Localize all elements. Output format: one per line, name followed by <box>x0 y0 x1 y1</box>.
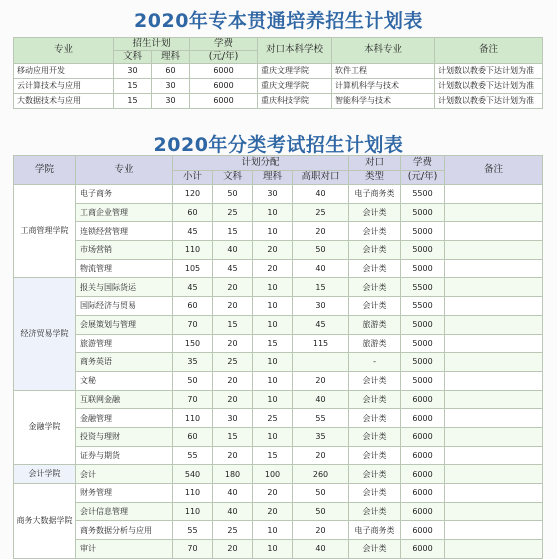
header-target-type: 类型 <box>349 171 401 185</box>
college-cell: 工商管理学院 <box>14 185 76 278</box>
tuition-cell: 6000 <box>401 465 445 484</box>
major-cell: 连锁经营管理 <box>76 222 173 241</box>
vocational-cell: 50 <box>293 484 349 503</box>
subtotal-cell: 60 <box>173 203 213 222</box>
table-row <box>14 315 543 334</box>
subtotal-cell: 110 <box>173 241 213 260</box>
vocational-cell <box>293 353 349 372</box>
science-cell: 30 <box>253 185 293 204</box>
subtotal-cell: 35 <box>173 353 213 372</box>
school-cell: 重庆科技学院 <box>258 94 332 109</box>
vocational-cell: 45 <box>293 315 349 334</box>
major-cell: 会展策划与管理 <box>76 315 173 334</box>
vocational-cell: 40 <box>293 390 349 409</box>
remark-cell <box>445 334 543 353</box>
target-type-cell: 会计类 <box>349 427 401 446</box>
liberal-cell: 30 <box>213 409 253 428</box>
table-row <box>14 94 543 109</box>
target-type-cell: 会计类 <box>349 409 401 428</box>
subtotal-cell: 45 <box>173 222 213 241</box>
vocational-cell: 25 <box>293 203 349 222</box>
target-type-cell: 电子商务类 <box>349 185 401 204</box>
header-school: 对口本科学校 <box>258 38 332 64</box>
table-row <box>14 278 543 297</box>
classified-exam-plan-table <box>13 155 543 559</box>
tuition-cell: 5500 <box>401 297 445 316</box>
major-cell: 商务英语 <box>76 353 173 372</box>
subtotal-cell: 110 <box>173 409 213 428</box>
vocational-cell: 20 <box>293 521 349 540</box>
liberal-cell: 20 <box>213 390 253 409</box>
tuition-cell: 6000 <box>401 390 445 409</box>
header-vocational: 高职对口 <box>293 171 349 185</box>
remark-cell <box>445 390 543 409</box>
target-type-cell: 会计类 <box>349 484 401 503</box>
major-cell: 会计 <box>76 465 173 484</box>
header-tuition: 学费 <box>401 156 445 171</box>
liberal-cell: 20 <box>213 446 253 465</box>
header-tuition-unit: (元/年) <box>190 51 258 64</box>
subtotal-cell: 110 <box>173 502 213 521</box>
remark-cell <box>445 521 543 540</box>
science-cell: 10 <box>253 371 293 390</box>
tuition-cell: 6000 <box>401 502 445 521</box>
remark-cell <box>445 540 543 559</box>
liberal-cell: 15 <box>114 79 152 94</box>
major-cell: 财务管理 <box>76 484 173 503</box>
major-cell: 云计算技术与应用 <box>14 79 114 94</box>
liberal-cell: 20 <box>213 297 253 316</box>
remark-cell: 计划数以教委下达计划为准 <box>435 64 543 79</box>
science-cell: 10 <box>253 315 293 334</box>
liberal-cell: 30 <box>114 64 152 79</box>
tuition-cell: 6000 <box>401 409 445 428</box>
page-title-2: 2020年分类考试招生计划表 <box>153 134 404 156</box>
science-cell: 100 <box>253 465 293 484</box>
science-cell: 20 <box>253 502 293 521</box>
liberal-cell: 20 <box>213 334 253 353</box>
liberal-cell: 20 <box>213 540 253 559</box>
vocational-cell: 260 <box>293 465 349 484</box>
tuition-cell: 6000 <box>401 427 445 446</box>
remark-cell <box>445 185 543 204</box>
vocational-cell: 40 <box>293 185 349 204</box>
target-type-cell: 会计类 <box>349 241 401 260</box>
table-row <box>14 465 543 484</box>
subtotal-cell: 105 <box>173 259 213 278</box>
tuition-cell: 6000 <box>401 521 445 540</box>
subtotal-cell: 70 <box>173 315 213 334</box>
remark-cell <box>445 203 543 222</box>
header-target: 对口 <box>349 156 401 171</box>
specialist-bachelor-plan-table <box>13 37 543 109</box>
major-cell: 物流管理 <box>76 259 173 278</box>
header-major: 专业 <box>14 38 114 64</box>
liberal-cell: 25 <box>213 203 253 222</box>
remark-cell <box>445 371 543 390</box>
vocational-cell: 115 <box>293 334 349 353</box>
subtotal-cell: 55 <box>173 521 213 540</box>
tuition-cell: 6000 <box>401 446 445 465</box>
school-cell: 重庆文理学院 <box>258 64 332 79</box>
header-major: 专业 <box>76 156 173 185</box>
tuition-cell: 5000 <box>401 259 445 278</box>
science-cell: 30 <box>152 94 190 109</box>
science-cell: 10 <box>253 353 293 372</box>
subtotal-cell: 150 <box>173 334 213 353</box>
table-row <box>14 371 543 390</box>
science-cell: 20 <box>253 241 293 260</box>
table-row <box>14 185 543 204</box>
college-cell: 会计学院 <box>14 465 76 484</box>
science-cell: 10 <box>253 427 293 446</box>
table-row <box>14 259 543 278</box>
major-cell: 旅游管理 <box>76 334 173 353</box>
target-type-cell: 会计类 <box>349 390 401 409</box>
page-title-1: 2020年专本贯通培养招生计划表 <box>134 10 423 32</box>
target-type-cell: 旅游类 <box>349 315 401 334</box>
major-cell: 报关与国际货运 <box>76 278 173 297</box>
liberal-cell: 15 <box>213 222 253 241</box>
vocational-cell: 20 <box>293 446 349 465</box>
header-plan-allocation: 计划分配 <box>173 156 349 171</box>
vocational-cell: 50 <box>293 502 349 521</box>
vocational-cell: 40 <box>293 259 349 278</box>
vocational-cell: 35 <box>293 427 349 446</box>
header-tuition: 学费 <box>190 38 258 51</box>
science-cell: 20 <box>253 259 293 278</box>
header-liberal: 文科 <box>114 51 152 64</box>
remark-cell <box>445 484 543 503</box>
subtotal-cell: 55 <box>173 446 213 465</box>
table-row <box>14 297 543 316</box>
major-cell: 文秘 <box>76 371 173 390</box>
science-cell: 20 <box>253 484 293 503</box>
science-cell: 60 <box>152 64 190 79</box>
science-cell: 30 <box>152 79 190 94</box>
liberal-cell: 20 <box>213 278 253 297</box>
liberal-cell: 40 <box>213 241 253 260</box>
major-cell: 投资与理财 <box>76 427 173 446</box>
remark-cell <box>445 315 543 334</box>
liberal-cell: 20 <box>213 371 253 390</box>
science-cell: 15 <box>253 334 293 353</box>
college-cell: 经济贸易学院 <box>14 278 76 390</box>
liberal-cell: 15 <box>213 427 253 446</box>
tuition-cell: 5000 <box>401 241 445 260</box>
college-cell: 金融学院 <box>14 390 76 465</box>
remark-cell <box>445 222 543 241</box>
header-plan: 招生计划 <box>114 38 190 51</box>
science-cell: 25 <box>253 409 293 428</box>
remark-cell <box>445 353 543 372</box>
liberal-cell: 45 <box>213 259 253 278</box>
tuition-cell: 5000 <box>401 222 445 241</box>
major-cell: 移动应用开发 <box>14 64 114 79</box>
school-cell: 重庆文理学院 <box>258 79 332 94</box>
table-row <box>14 353 543 372</box>
liberal-cell: 15 <box>114 94 152 109</box>
table-row <box>14 409 543 428</box>
tuition-cell: 6000 <box>401 540 445 559</box>
tuition-cell: 5500 <box>401 278 445 297</box>
major-cell: 电子商务 <box>76 185 173 204</box>
subtotal-cell: 50 <box>173 371 213 390</box>
target-type-cell: 会计类 <box>349 502 401 521</box>
table-row <box>14 446 543 465</box>
remark-cell <box>445 409 543 428</box>
table-row <box>14 540 543 559</box>
target-type-cell: 会计类 <box>349 203 401 222</box>
table-row <box>14 203 543 222</box>
vocational-cell: 30 <box>293 297 349 316</box>
target-type-cell: 会计类 <box>349 297 401 316</box>
remark-cell: 计划数以教委下达计划为准 <box>435 94 543 109</box>
header-subtotal: 小计 <box>173 171 213 185</box>
liberal-cell: 25 <box>213 353 253 372</box>
target-type-cell: 会计类 <box>349 446 401 465</box>
tuition-cell: 5000 <box>401 371 445 390</box>
target-type-cell: 会计类 <box>349 259 401 278</box>
subtotal-cell: 110 <box>173 484 213 503</box>
tuition-cell: 6000 <box>401 484 445 503</box>
vocational-cell: 50 <box>293 241 349 260</box>
science-cell: 10 <box>253 222 293 241</box>
subtotal-cell: 70 <box>173 390 213 409</box>
header-college: 学院 <box>14 156 76 185</box>
target-type-cell: 会计类 <box>349 465 401 484</box>
target-type-cell: 会计类 <box>349 222 401 241</box>
table-row <box>14 521 543 540</box>
major-cell: 会计信息管理 <box>76 502 173 521</box>
subtotal-cell: 120 <box>173 185 213 204</box>
liberal-cell: 15 <box>213 315 253 334</box>
target-type-cell: - <box>349 353 401 372</box>
remark-cell <box>445 278 543 297</box>
remark-cell <box>445 427 543 446</box>
major-cell: 市场营销 <box>76 241 173 260</box>
science-cell: 10 <box>253 540 293 559</box>
header-bachelor-major: 本科专业 <box>332 38 435 64</box>
table-row <box>14 222 543 241</box>
liberal-cell: 180 <box>213 465 253 484</box>
major-cell: 金融管理 <box>76 409 173 428</box>
major-cell: 证券与期货 <box>76 446 173 465</box>
bachelor-major-cell: 软件工程 <box>332 64 435 79</box>
major-cell: 互联网金融 <box>76 390 173 409</box>
science-cell: 10 <box>253 278 293 297</box>
vocational-cell: 20 <box>293 371 349 390</box>
vocational-cell: 55 <box>293 409 349 428</box>
target-type-cell: 会计类 <box>349 371 401 390</box>
remark-cell <box>445 241 543 260</box>
bachelor-major-cell: 智能科学与技术 <box>332 94 435 109</box>
liberal-cell: 40 <box>213 484 253 503</box>
tuition-cell: 5000 <box>401 353 445 372</box>
header-science: 理科 <box>253 171 293 185</box>
tuition-cell: 5500 <box>401 185 445 204</box>
tuition-cell: 5000 <box>401 203 445 222</box>
subtotal-cell: 60 <box>173 297 213 316</box>
tuition-cell: 5000 <box>401 334 445 353</box>
major-cell: 工商企业管理 <box>76 203 173 222</box>
subtotal-cell: 45 <box>173 278 213 297</box>
bachelor-major-cell: 计算机科学与技术 <box>332 79 435 94</box>
table-row <box>14 241 543 260</box>
table-row <box>14 64 543 79</box>
tuition-cell: 6000 <box>190 79 258 94</box>
liberal-cell: 40 <box>213 502 253 521</box>
target-type-cell: 会计类 <box>349 540 401 559</box>
science-cell: 10 <box>253 203 293 222</box>
target-type-cell: 会计类 <box>349 278 401 297</box>
major-cell: 审计 <box>76 540 173 559</box>
subtotal-cell: 540 <box>173 465 213 484</box>
table-row <box>14 427 543 446</box>
remark-cell: 计划数以教委下达计划为准 <box>435 79 543 94</box>
header-remark: 备注 <box>445 156 543 185</box>
header-science: 理科 <box>152 51 190 64</box>
target-type-cell: 电子商务类 <box>349 521 401 540</box>
remark-cell <box>445 446 543 465</box>
liberal-cell: 50 <box>213 185 253 204</box>
remark-cell <box>445 297 543 316</box>
science-cell: 10 <box>253 297 293 316</box>
header-tuition-unit: (元/年) <box>401 171 445 185</box>
remark-cell <box>445 465 543 484</box>
header-remark: 备注 <box>435 38 543 64</box>
tuition-cell: 6000 <box>190 64 258 79</box>
subtotal-cell: 60 <box>173 427 213 446</box>
major-cell: 商务数据分析与应用 <box>76 521 173 540</box>
table-row <box>14 390 543 409</box>
major-cell: 大数据技术与应用 <box>14 94 114 109</box>
table-row <box>14 334 543 353</box>
tuition-cell: 5000 <box>401 315 445 334</box>
remark-cell <box>445 259 543 278</box>
science-cell: 10 <box>253 390 293 409</box>
science-cell: 10 <box>253 521 293 540</box>
college-cell: 商务大数据学院 <box>14 484 76 559</box>
vocational-cell: 20 <box>293 222 349 241</box>
vocational-cell: 15 <box>293 278 349 297</box>
subtotal-cell: 70 <box>173 540 213 559</box>
vocational-cell: 40 <box>293 540 349 559</box>
header-liberal: 文科 <box>213 171 253 185</box>
liberal-cell: 25 <box>213 521 253 540</box>
table-row <box>14 79 543 94</box>
science-cell: 15 <box>253 446 293 465</box>
target-type-cell: 旅游类 <box>349 334 401 353</box>
major-cell: 国际经济与贸易 <box>76 297 173 316</box>
table-row <box>14 484 543 503</box>
tuition-cell: 6000 <box>190 94 258 109</box>
